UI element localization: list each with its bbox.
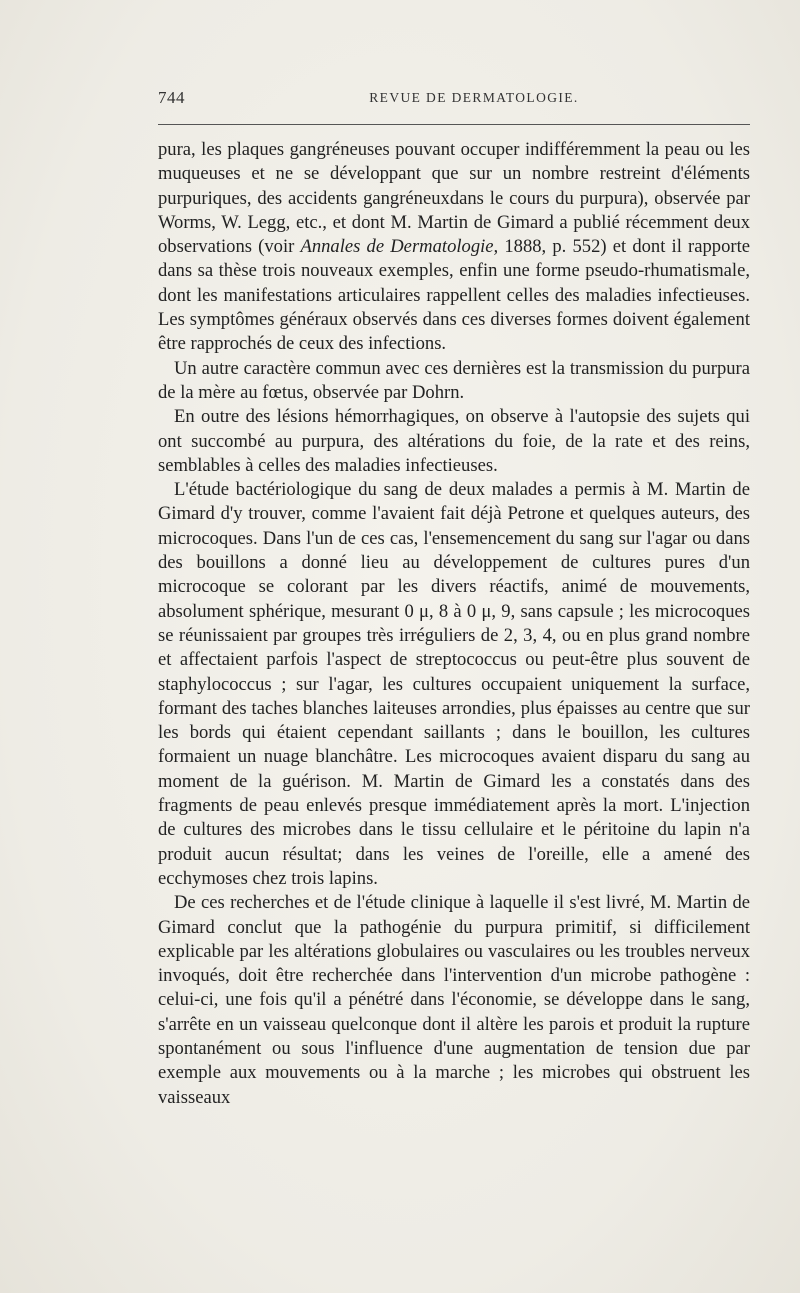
paragraph-1-start: pura, les plaques gangréneuses pouvant occuper indifféremment la peau ou les muqueuses et ne se développant que sur un nombre restreint d'éléments purpuriques, des accidents gangréneuxdans le cours du purpura), observée par Worms, W. Legg, etc., et dont M. Martin de Gimard a publié récemment deux observations (voir — [158, 139, 750, 258]
paragraph-1-end: 1888, p. 552) et dont il rapporte dans sa thèse trois nouveaux exemples, enfin une forme pseudo-rhumatismale, dont les manifestations articulaires rappellent celles des maladies infectieuses. Les symptômes généraux observés dans ces diverses formes doivent également être rapprochés de ceux des infections. — [158, 236, 750, 355]
paragraph-1 — [158, 138, 750, 357]
header-rule — [158, 124, 750, 125]
paragraph-2: Un autre caractère commun avec ces dernières est la transmission du purpura de la mère au fœtus, observée par Dohrn. — [158, 357, 750, 403]
body-text — [158, 138, 750, 1110]
journal-title: Annales de Dermatologie, — [300, 236, 499, 258]
paragraph-3: En outre des lésions hémorrhagiques, on observe à l'autopsie des sujets qui ont succombé au purpura, des altérations du foie, de la rate et des reins, semblables à celles des maladies infectieuses. — [158, 406, 750, 476]
page-header — [158, 88, 750, 112]
paragraph-5: De ces recherches et de l'étude clinique à laquelle il s'est livré, M. Martin de Gimard conclut que la pathogénie du purpura primitif, si difficilement explicable par les altérations globulaires ou vasculaires ou les troubles nerveux invoqués, doit être recherchée dans l'intervention d'un microbe pathogène : celui-ci, une fois qu'il a pénétré dans l'économie, se développe dans le sang, s'arrête en un vaisseau quelconque dont il altère les parois et produit la rupture spontanément ou sous l'influence d'une augmentation de tension due par exemple aux mouvements ou à la marche ; les microbes qui obstruent les vaisseaux — [158, 892, 750, 1108]
paragraph-4: L'étude bactériologique du sang de deux malades a permis à M. Martin de Gimard d'y trouver, comme l'avaient fait déjà Petrone et quelques auteurs, des microcoques. Dans l'un de ces cas, l'ensemencement du sang sur l'agar ou dans des bouillons a donné lieu au développement de cultures pures d'un microcoque se colorant par les divers réactifs, animé de mouvements, absolument sphérique, mesurant 0 μ, 8 à 0 μ, 9, sans capsule ; les microcoques se réunissaient par groupes très irréguliers de 2, 3, 4, ou en plus grand nombre et affectaient parfois l'aspect de streptococcus ou peut-être plus souvent de staphylococcus ; sur l'agar, les cultures occupaient uniquement la surface, formant des taches blanches laiteuses arrondies, plus épaisses au centre que sur les bords qui étaient cependant saillants ; dans le bouillon, les cultures formaient un nuage blanchâtre. Les microcoques avaient disparu du sang au moment de la guérison. M. Martin de Gimard les a constatés dans des fragments de peau enlevés presque immédiatement après la mort. L'injection de cultures des microbes dans le tissu cellulaire et le péritoine du lapin n'a produit aucun résultat; dans les veines de l'oreille, elle a amené des ecchymoses chez trois lapins. — [158, 479, 750, 889]
running-title: REVUE DE DERMATOLOGIE. — [369, 90, 579, 105]
page-number: 744 — [158, 88, 185, 107]
